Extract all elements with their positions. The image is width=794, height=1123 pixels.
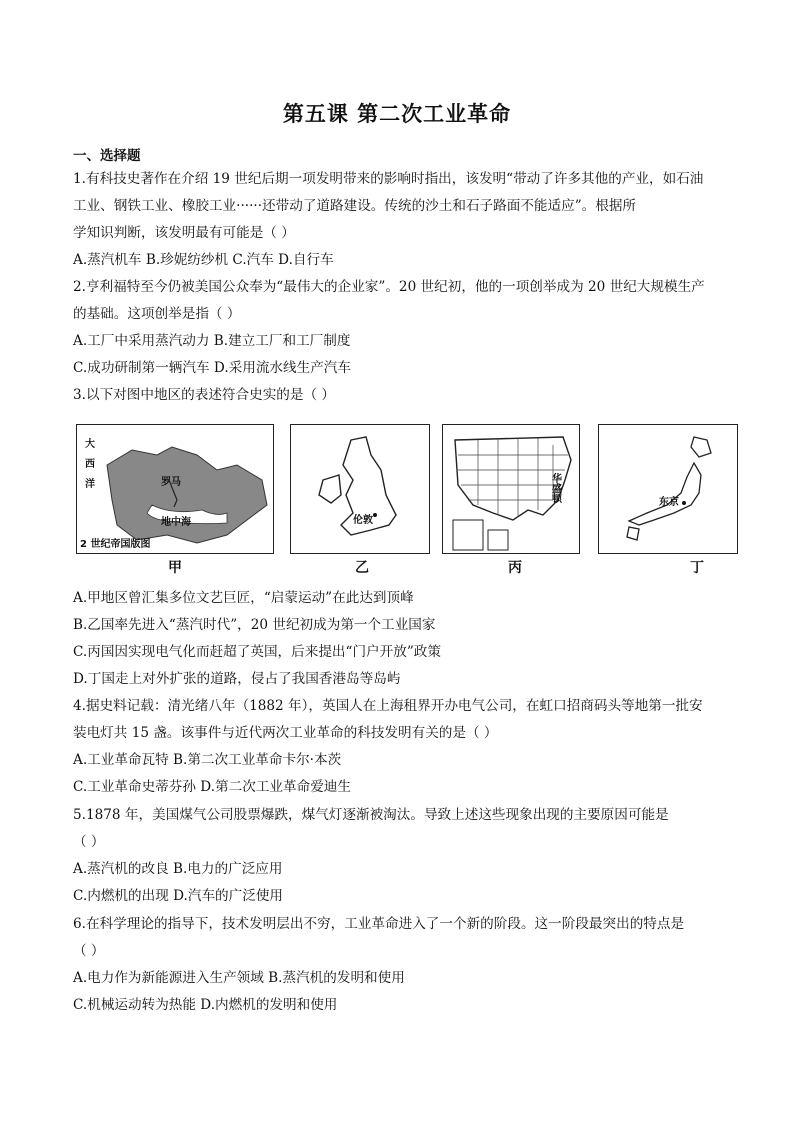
question-line: 工业、钢铁工业、橡胶工业······还带动了道路建设。传统的沙土和石子路面不能适应”。根据所 <box>73 198 637 214</box>
option-line: A.工厂中采用蒸汽动力 B.建立工厂和工厂制度 <box>73 333 351 349</box>
map-jia <box>76 424 274 554</box>
option-line: C.工业革命史蒂芬孙 D.第二次工业革命爱迪生 <box>73 779 351 795</box>
map-bing <box>442 424 580 554</box>
question-line: 学知识判断，该发明最有可能是（ ） <box>73 225 295 241</box>
question-line: 5.1878 年，美国煤气公司股票爆跌，煤气灯逐渐被淘汰。导致上述这些现象出现的主要原因可能是 <box>73 807 669 823</box>
map-ding <box>598 424 738 554</box>
map-figure <box>76 424 736 574</box>
map-label: 乙 <box>355 560 369 576</box>
question-line: 6.在科学理论的指导下，技术发明层出不穷，工业革命进入了一个新的阶段。这一阶段最突出的特点是 <box>73 916 685 932</box>
page-title: 第五课 第二次工业革命 <box>282 102 512 126</box>
section-heading: 一、选择题 <box>73 148 141 164</box>
option-line: C.丙国因实现电气化而赶超了英国，后来提出“门户开放”政策 <box>73 644 441 660</box>
question-line: 4.据史料记载：清光绪八年（1882 年），英国人在上海租界开办电气公司，在虹口招商码头等地第一批安 <box>73 698 703 714</box>
city-label: 华盛顿 <box>549 473 561 503</box>
option-line: C.成功研制第一辆汽车 D.采用流水线生产汽车 <box>73 360 351 376</box>
option-line: A.电力作为新能源进入生产领域 B.蒸汽机的发明和使用 <box>73 970 405 986</box>
option-line: A.蒸汽机的改良 B.电力的广泛应用 <box>73 861 283 877</box>
option-line: A.蒸汽机车 B.珍妮纺纱机 C.汽车 D.自行车 <box>73 252 334 268</box>
option-line: A.甲地区曾汇集多位文艺巨匠，“启蒙运动”在此达到顶峰 <box>73 590 414 606</box>
option-line: C.机械运动转为热能 D.内燃机的发明和使用 <box>73 997 338 1013</box>
map-label: 丙 <box>508 560 522 576</box>
option-line: C.内燃机的出现 D.汽车的广泛使用 <box>73 888 284 904</box>
ocean-label: 西 <box>85 459 95 470</box>
ocean-label: 洋 <box>85 479 95 490</box>
map-label: 丁 <box>690 560 704 576</box>
question-line: 的基础。这项创举是指（ ） <box>73 306 241 322</box>
map-label: 甲 <box>168 560 182 576</box>
option-line: A.工业革命瓦特 B.第二次工业革命卡尔·本茨 <box>73 752 342 768</box>
city-label: 罗马 <box>161 477 181 488</box>
map-caption: 2 世纪帝国版图 <box>80 539 151 550</box>
map-yi <box>290 424 430 554</box>
question-line: 3.以下对图中地区的表述符合史实的是（ ） <box>73 387 335 403</box>
ocean-label: 大 <box>85 439 95 450</box>
city-label: 东京 <box>659 497 679 508</box>
option-line: D.丁国走上对外扩张的道路，侵占了我国香港岛等岛屿 <box>73 671 401 687</box>
question-line: 装电灯共 15 盏。该事件与近代两次工业革命的科技发明有关的是（ ） <box>73 725 498 741</box>
question-line: 1.有科技史著作在介绍 19 世纪后期一项发明带来的影响时指出，该发明“带动了许多其他的产业，如石油 <box>73 171 704 187</box>
option-line: B.乙国率先进入“蒸汽时代”，20 世纪初成为第一个工业国家 <box>73 617 436 633</box>
sea-label: 地中海 <box>161 517 191 528</box>
question-line: （ ） <box>73 834 105 850</box>
question-line: 2.亨利福特至今仍被美国公众奉为“最伟大的企业家”。20 世纪初，他的一项创举成为 20 世纪大规模生产 <box>73 279 705 295</box>
question-line: （ ） <box>73 943 105 959</box>
city-label: 伦敦 <box>353 515 373 526</box>
